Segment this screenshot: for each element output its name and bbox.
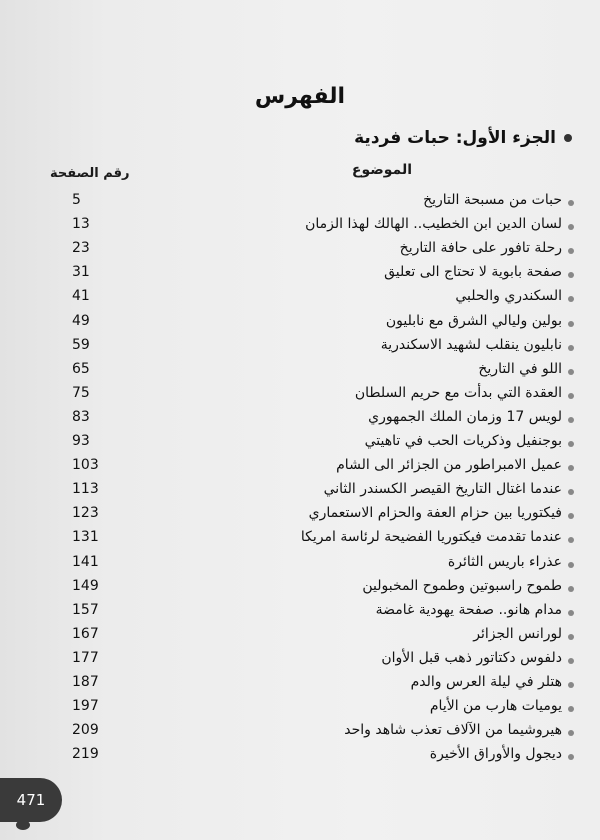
toc-entry-title: هيروشيما من الآلاف تعذب شاهد واحد	[344, 722, 562, 739]
toc-entry-page: 59	[72, 336, 90, 353]
toc-entry	[0, 337, 600, 361]
toc-entry-title: لسان الدين ابن الخطيب.. الهالك لهذا الزمان	[305, 216, 562, 233]
page-number-badge: 471	[0, 778, 62, 822]
toc-entry	[0, 602, 600, 626]
toc-entry-page: 83	[72, 408, 90, 425]
column-header-page: رقم الصفحة	[50, 166, 130, 181]
bullet-icon	[568, 634, 574, 640]
toc-entry	[0, 674, 600, 698]
toc-entry-page: 23	[72, 240, 90, 257]
bullet-icon	[568, 489, 574, 495]
toc-entry-page: 13	[72, 216, 90, 233]
toc-entry-page: 123	[72, 505, 99, 522]
bullet-icon	[568, 200, 574, 206]
page-title: الفهرس	[254, 84, 346, 109]
toc-entry-title: طموح راسبوتين وطموح المخبولين	[362, 577, 562, 594]
toc-entry	[0, 746, 600, 770]
toc-entry-page: 131	[72, 529, 99, 546]
toc-entry-title: لورانس الجزائر	[473, 625, 562, 642]
toc-entry	[0, 650, 600, 674]
toc-entry	[0, 192, 600, 216]
bullet-icon	[568, 465, 574, 471]
toc-entry	[0, 313, 600, 337]
toc-entry	[0, 722, 600, 746]
toc-entry-title: عندما اغتال التاريخ القيصر الكسندر الثاني	[323, 481, 562, 498]
toc-entry	[0, 554, 600, 578]
toc-entry-page: 113	[72, 481, 99, 498]
toc-entry-title: نابليون ينقلب لشهيد الاسكندرية	[380, 336, 562, 353]
toc-entry-page: 75	[72, 384, 90, 401]
toc-entry-page: 41	[72, 288, 90, 305]
toc-entry	[0, 626, 600, 650]
toc-entry	[0, 385, 600, 409]
bullet-icon	[568, 537, 574, 543]
toc-entry-title: ديجول والأوراق الأخيرة	[429, 746, 562, 763]
bullet-icon	[568, 586, 574, 592]
bullet-icon	[568, 345, 574, 351]
bullet-icon	[568, 513, 574, 519]
bullet-icon	[568, 393, 574, 399]
toc-entry-page: 49	[72, 312, 90, 329]
bullet-icon	[568, 706, 574, 712]
toc-entry-title: صفحة بابوية لا تحتاج الى تعليق	[384, 264, 562, 281]
toc-entry-page: 209	[72, 722, 99, 739]
toc-entry-title: عندما تقدمت فيكتوريا الفضيحة لرئاسة امريكا	[300, 529, 562, 546]
bullet-icon	[568, 562, 574, 568]
toc-entry	[0, 264, 600, 288]
toc-entry-title: عميل الامبراطور من الجزائر الى الشام	[336, 457, 562, 474]
toc-entry-title: عذراء باريس الثائرة	[447, 553, 562, 570]
toc-entry-page: 5	[72, 192, 81, 208]
page-number-tail	[16, 820, 30, 830]
toc-entry-title: هتلر في ليلة العرس والدم	[410, 674, 562, 690]
toc-entry-page: 219	[72, 746, 99, 763]
section-heading	[354, 128, 572, 148]
bullet-icon	[568, 272, 574, 278]
toc-entry	[0, 505, 600, 529]
toc-entry-title: حبات من مسبحة التاريخ	[423, 192, 562, 208]
toc-entry-title: يوميات هارب من الأيام	[429, 698, 562, 715]
bullet-icon	[568, 441, 574, 447]
toc-entry-title: فيكتوريا بين حزام العفة والحزام الاستعماري	[308, 505, 562, 522]
toc-entry	[0, 361, 600, 385]
toc-entry-page: 197	[72, 698, 99, 715]
toc-entry	[0, 216, 600, 240]
toc-entry-title: لويس 17 وزمان الملك الجمهوري	[368, 408, 562, 425]
toc-entry	[0, 457, 600, 481]
toc-entry-title: دلفوس دكتاتور ذهب قبل الأوان	[381, 649, 562, 666]
toc-entry	[0, 240, 600, 264]
toc-entry	[0, 433, 600, 457]
toc-entry	[0, 698, 600, 722]
toc-entry-page: 187	[72, 674, 99, 690]
toc-entry-title: مدام هانو.. صفحة يهودية غامضة	[375, 601, 562, 618]
toc-entry-page: 167	[72, 625, 99, 642]
toc-entry-page: 141	[72, 553, 99, 570]
bullet-icon	[564, 134, 572, 142]
toc-entry	[0, 288, 600, 312]
toc-entry-page: 65	[72, 360, 90, 377]
toc-entry-title: السكندري والحلبي	[455, 288, 562, 305]
toc-entry-page: 93	[72, 433, 90, 449]
toc-entry-page: 103	[72, 457, 99, 474]
toc-entry-page: 157	[72, 601, 99, 618]
bullet-icon	[568, 369, 574, 375]
bullet-icon	[568, 417, 574, 423]
toc-entry-page: 149	[72, 577, 99, 594]
bullet-icon	[568, 730, 574, 736]
bullet-icon	[568, 658, 574, 664]
bullet-icon	[568, 610, 574, 616]
bullet-icon	[568, 248, 574, 254]
toc-entry-title: العقدة التي بدأت مع حريم السلطان	[354, 384, 562, 401]
toc-entry-title: رحلة تافور على حافة التاريخ	[399, 240, 562, 257]
toc-entry-title: اللو في التاريخ	[478, 360, 562, 377]
toc-entry-title: بوجنفيل وذكريات الحب في تاهيتي	[364, 433, 562, 449]
toc-entry-page: 31	[72, 264, 90, 281]
toc-entry-page: 177	[72, 649, 99, 666]
column-header-topic: الموضوع	[351, 162, 412, 178]
toc-entry	[0, 409, 600, 433]
toc-entry	[0, 578, 600, 602]
bullet-icon	[568, 224, 574, 230]
bullet-icon	[568, 682, 574, 688]
bullet-icon	[568, 321, 574, 327]
bullet-icon	[568, 754, 574, 760]
bullet-icon	[568, 296, 574, 302]
toc-entry-title: بولين وليالي الشرق مع نابليون	[385, 312, 562, 329]
toc-entry	[0, 529, 600, 553]
section-title: الجزء الأول: حبات فردية	[354, 128, 556, 148]
toc-entry	[0, 481, 600, 505]
